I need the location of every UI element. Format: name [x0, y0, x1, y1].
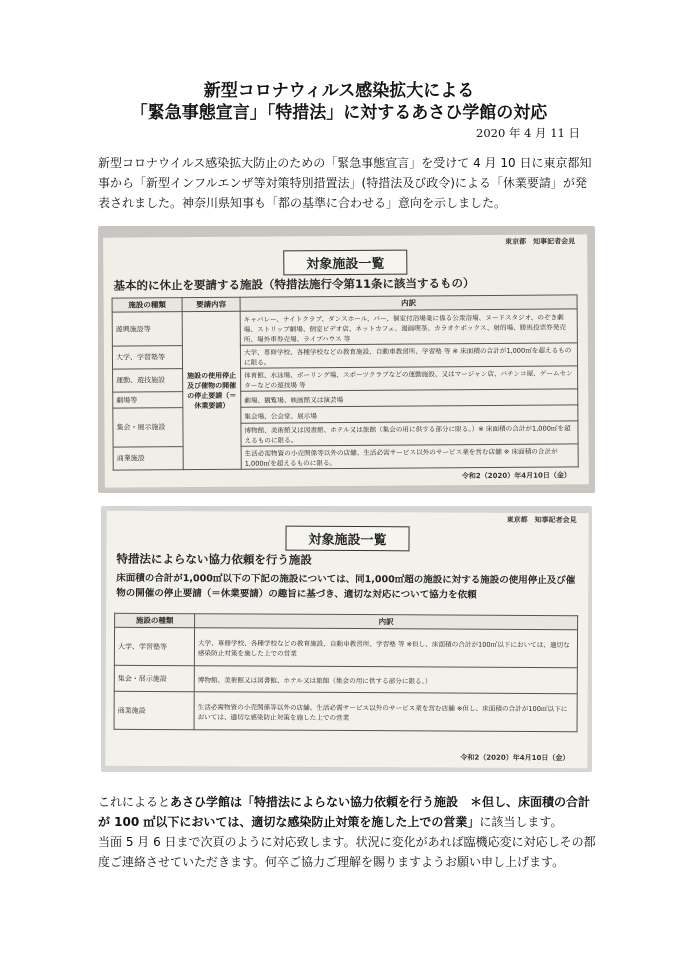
facility-detail: 生活必需物資の小売関係等以外の店舗、生活必需サービス以外のサービス業を営む店舗 ※ 床面積の合計が1,000㎡を超えるものに限る。	[241, 444, 578, 469]
table-row	[113, 366, 578, 392]
facility-detail: 博物館、美術館又は図書館、ホテル又は旅館（集会の用に供する部分に限る。）※ 床面積の合計が1,000㎡を超えるものに限る。	[241, 421, 578, 446]
photo-title: 対象施設一覧	[285, 526, 409, 552]
photo-header: 東京都 知事記者会見	[505, 237, 576, 246]
photo-title: 対象施設一覧	[283, 250, 407, 276]
facility-table-2	[114, 613, 579, 732]
facility-type: 商業施設	[114, 691, 194, 729]
facility-detail: 大学、専修学校、各種学校などの教育施設、自動車教習所、学習塾 等 ※ 床面積の合計が1,000㎡を超えるものに限る。	[240, 343, 577, 368]
facility-detail: 集会場、公会堂、展示場	[241, 405, 578, 423]
table-row	[114, 691, 577, 731]
title-line-2: 「緊急事態宣言」「特措法」に対するあさひ学館の対応	[130, 103, 548, 123]
table-row	[113, 444, 578, 470]
facility-type: 運動、遊技施設	[113, 369, 183, 392]
col-detail-header: 内訳	[240, 295, 577, 311]
photo-footer-date: 令和2（2020）年4月10日（金）	[460, 753, 570, 763]
facility-detail: 体育館、水泳場、ボーリング場、スポーツクラブなどの運動施設、又はマージャン店、パチンコ屋、ゲームセンターなどの遊技場 等	[241, 366, 578, 391]
photo-facility-list-1	[98, 226, 595, 493]
closing-suffix: に該当します。	[479, 815, 563, 829]
request-content: 施設の使用停止及び催物の開催の停止要請（＝休業要請）	[182, 311, 241, 469]
facility-type: 商業施設	[113, 447, 183, 470]
closing-paragraph	[98, 792, 598, 872]
facility-type: 大学、学習塾等	[112, 346, 182, 369]
title-line-1: 新型コロナウィルス感染拡大による	[203, 81, 475, 101]
facility-detail: キャバレー、ナイトクラブ、ダンスホール、バー、個室付浴場業に係る公衆浴場、ヌードスタジオ、のぞき劇場、ストリップ劇場、個室ビデオ店、ネットカフェ、漫画喫茶、カラオケボックス、射的場、勝馬投票券発売所、場外車券売場、ライブハウス 等	[240, 309, 577, 345]
photo-facility-list-2	[101, 506, 592, 772]
photo-paper	[105, 511, 588, 769]
closing-prefix: これによると	[98, 795, 171, 809]
photo-note: 床面積の合計が1,000㎡以下の下記の施設については、同1,000㎡超の施設に対する施設の使用停止及び催物の開催の停止要請（＝休業要請）の趣旨に基づき、適切な対応について協力を依頼	[116, 572, 576, 601]
photo-paper	[103, 234, 589, 487]
closing-highlight: あさひ学館は「特措法によらない協力依頼を行う施設 ＊但し、床面積の合計が 100 ㎡以下においては、適切な感染防止対策を施した上での営業」	[98, 795, 591, 829]
table-row	[112, 309, 577, 346]
facility-type: 大学、学習塾等	[114, 627, 194, 665]
facility-table-1	[112, 294, 579, 470]
photo-subtitle: 基本的に休止を要請する施設（特措法施行令第11条に該当するもの）	[113, 276, 475, 293]
col-request-header: 要請内容	[182, 297, 240, 311]
photo-subtitle: 特措法によらない協力依頼を行う施設	[116, 551, 312, 567]
table-row	[114, 665, 577, 693]
facility-type: 集会・展示施設	[114, 665, 194, 691]
photo-footer-date: 令和2（2020）年4月10日（金）	[461, 471, 571, 481]
col-type-header: 施設の種類	[112, 298, 182, 312]
document-date: 2020 年 4 月 11 日	[476, 126, 580, 140]
facility-detail: 博物館、美術館又は図書館、ホテル又は旅館（集会の用に供する部分に限る。）	[194, 666, 577, 694]
facility-detail: 劇場、観覧場、映画館又は演芸場	[241, 389, 578, 407]
facility-type: 遊興施設等	[112, 312, 182, 346]
table-row	[112, 343, 577, 369]
facility-type: 劇場等	[113, 392, 183, 408]
table-row	[114, 627, 577, 667]
intro-paragraph: 新型コロナウイルス感染拡大防止のための「緊急事態宣言」を受けて 4 月 10 日に東京都知事から「新型インフルエンザ等対策特別措置法」(特措法及び政令)による「休業要請」が発表されました。神奈川県知事も「都の基準に合わせる」意向を示しました。	[98, 156, 592, 210]
facility-detail: 生活必需物資の小売関係等以外の店舗、生活必需サービス以外のサービス業を営む店舗 ※但し、床面積の合計が100㎡以下においては、適切な感染防止対策を施した上での営業	[194, 692, 577, 732]
col-type-header: 施設の種類	[115, 613, 195, 627]
closing-rest: 当面 5 月 6 日まで次頁のように対応致します。状況に変化があれば臨機応変に対応しその都度ご連絡させていただきます。何卒ご協力ご理解を賜りますようお願い申し上げます。	[98, 835, 596, 869]
photo-header: 東京都 知事記者会見	[506, 515, 577, 525]
facility-type: 集会・展示施設	[113, 408, 183, 447]
col-detail-header: 内訳	[195, 614, 578, 630]
facility-detail: 大学、専修学校、各種学校などの教育施設、自動車教習所、学習塾 等 ※但し、床面積の合計が100㎡以下においては、適切な感染防止対策を施した上での営業	[194, 628, 577, 668]
